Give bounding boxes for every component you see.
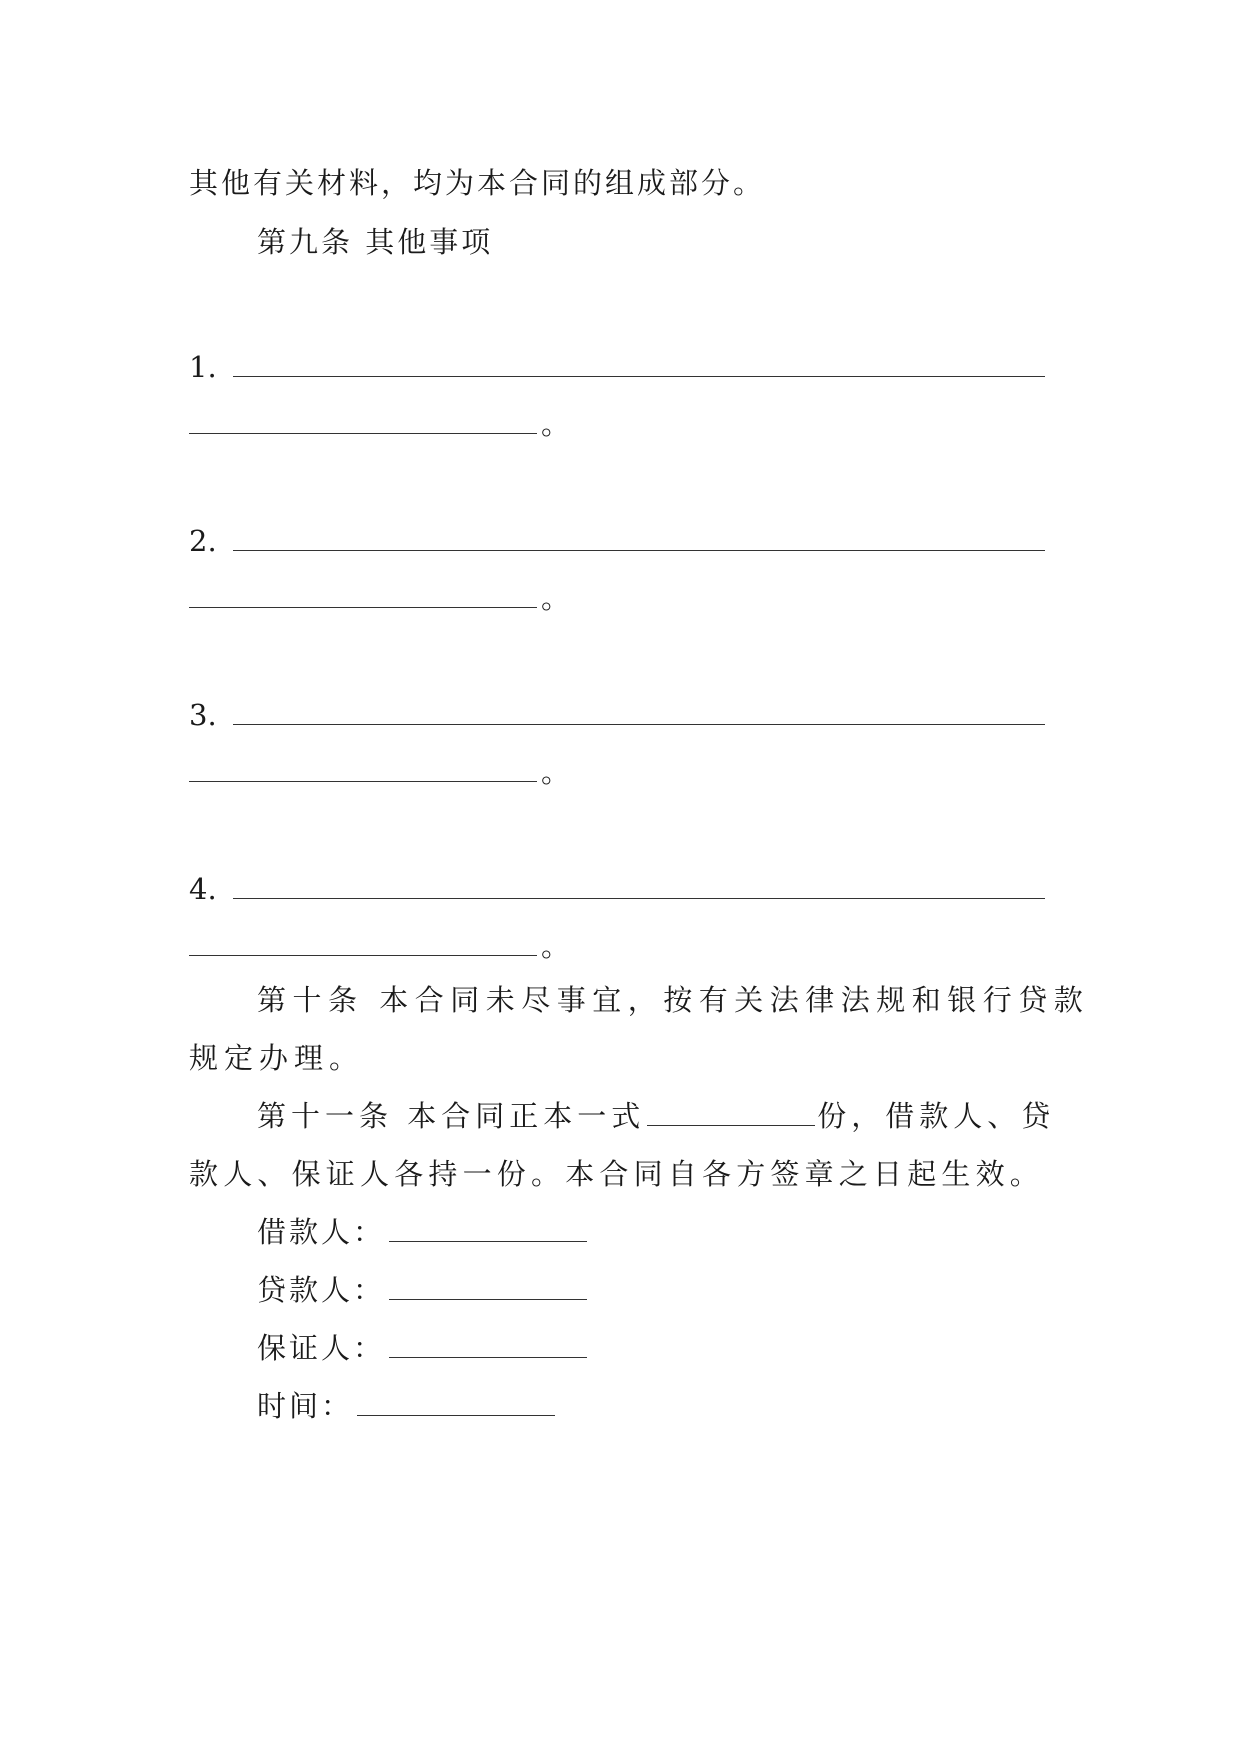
intro-continuation [189,163,765,203]
date-label: 时间： [257,1389,354,1423]
item-4-blank-2[interactable] [189,929,537,956]
item-2-line1 [189,521,1045,561]
article11-text-2: 款人、保证人各持一份。本合同自各方签章之日起生效。 [189,1157,1045,1191]
copies-blank[interactable] [647,1099,815,1126]
article9-heading-text: 第九条 其他事项 [257,225,494,259]
item-3-line1 [189,695,1045,735]
item-4-end: 。 [541,929,574,963]
article11-text-1a: 第十一条 本合同正本一式 [257,1099,646,1133]
item-3-line2 [189,752,573,792]
item-2-line2 [189,578,573,618]
borrower-label: 借款人： [257,1215,386,1249]
article10-text-2: 规定办理。 [189,1041,365,1075]
item-2-end: 。 [541,581,574,615]
item-1-blank-1[interactable] [233,350,1045,377]
article11-line2 [189,1154,1044,1194]
article10-text-1: 第十条 本合同未尽事宜，按有关法律法规和银行贷款 [257,983,1090,1017]
date-row [257,1386,555,1426]
guarantor-signature-row [257,1328,587,1368]
item-4-line2 [189,926,573,966]
guarantor-blank[interactable] [389,1331,587,1358]
article11-text-1b: 份，借款人、贷 [817,1099,1056,1133]
article11-line1 [257,1096,1055,1136]
item-1-line2 [189,404,573,444]
borrower-blank[interactable] [389,1215,587,1242]
item-3-blank-2[interactable] [189,755,537,782]
item-4-blank-1[interactable] [233,872,1045,899]
article10-line2 [189,1038,364,1078]
item-1-line1 [189,347,1045,387]
article9-heading [257,222,493,262]
intro-text: 其他有关材料，均为本合同的组成部分。 [189,166,766,200]
date-blank[interactable] [357,1389,555,1416]
lender-label: 贷款人： [257,1273,386,1307]
item-2-blank-1[interactable] [233,524,1045,551]
item-3-blank-1[interactable] [233,698,1045,725]
lender-signature-row [257,1270,587,1310]
item-3-number: 3. [189,698,217,732]
item-3-end: 。 [541,755,574,789]
guarantor-label: 保证人： [257,1331,386,1365]
item-2-number: 2. [189,524,217,558]
borrower-signature-row [257,1212,587,1252]
item-4-number: 4. [189,872,217,906]
lender-blank[interactable] [389,1273,587,1300]
item-1-blank-2[interactable] [189,407,537,434]
item-1-number: 1. [189,350,217,384]
article10-line1 [257,980,1089,1020]
item-2-blank-2[interactable] [189,581,537,608]
item-1-end: 。 [541,407,574,441]
item-4-line1 [189,869,1045,909]
